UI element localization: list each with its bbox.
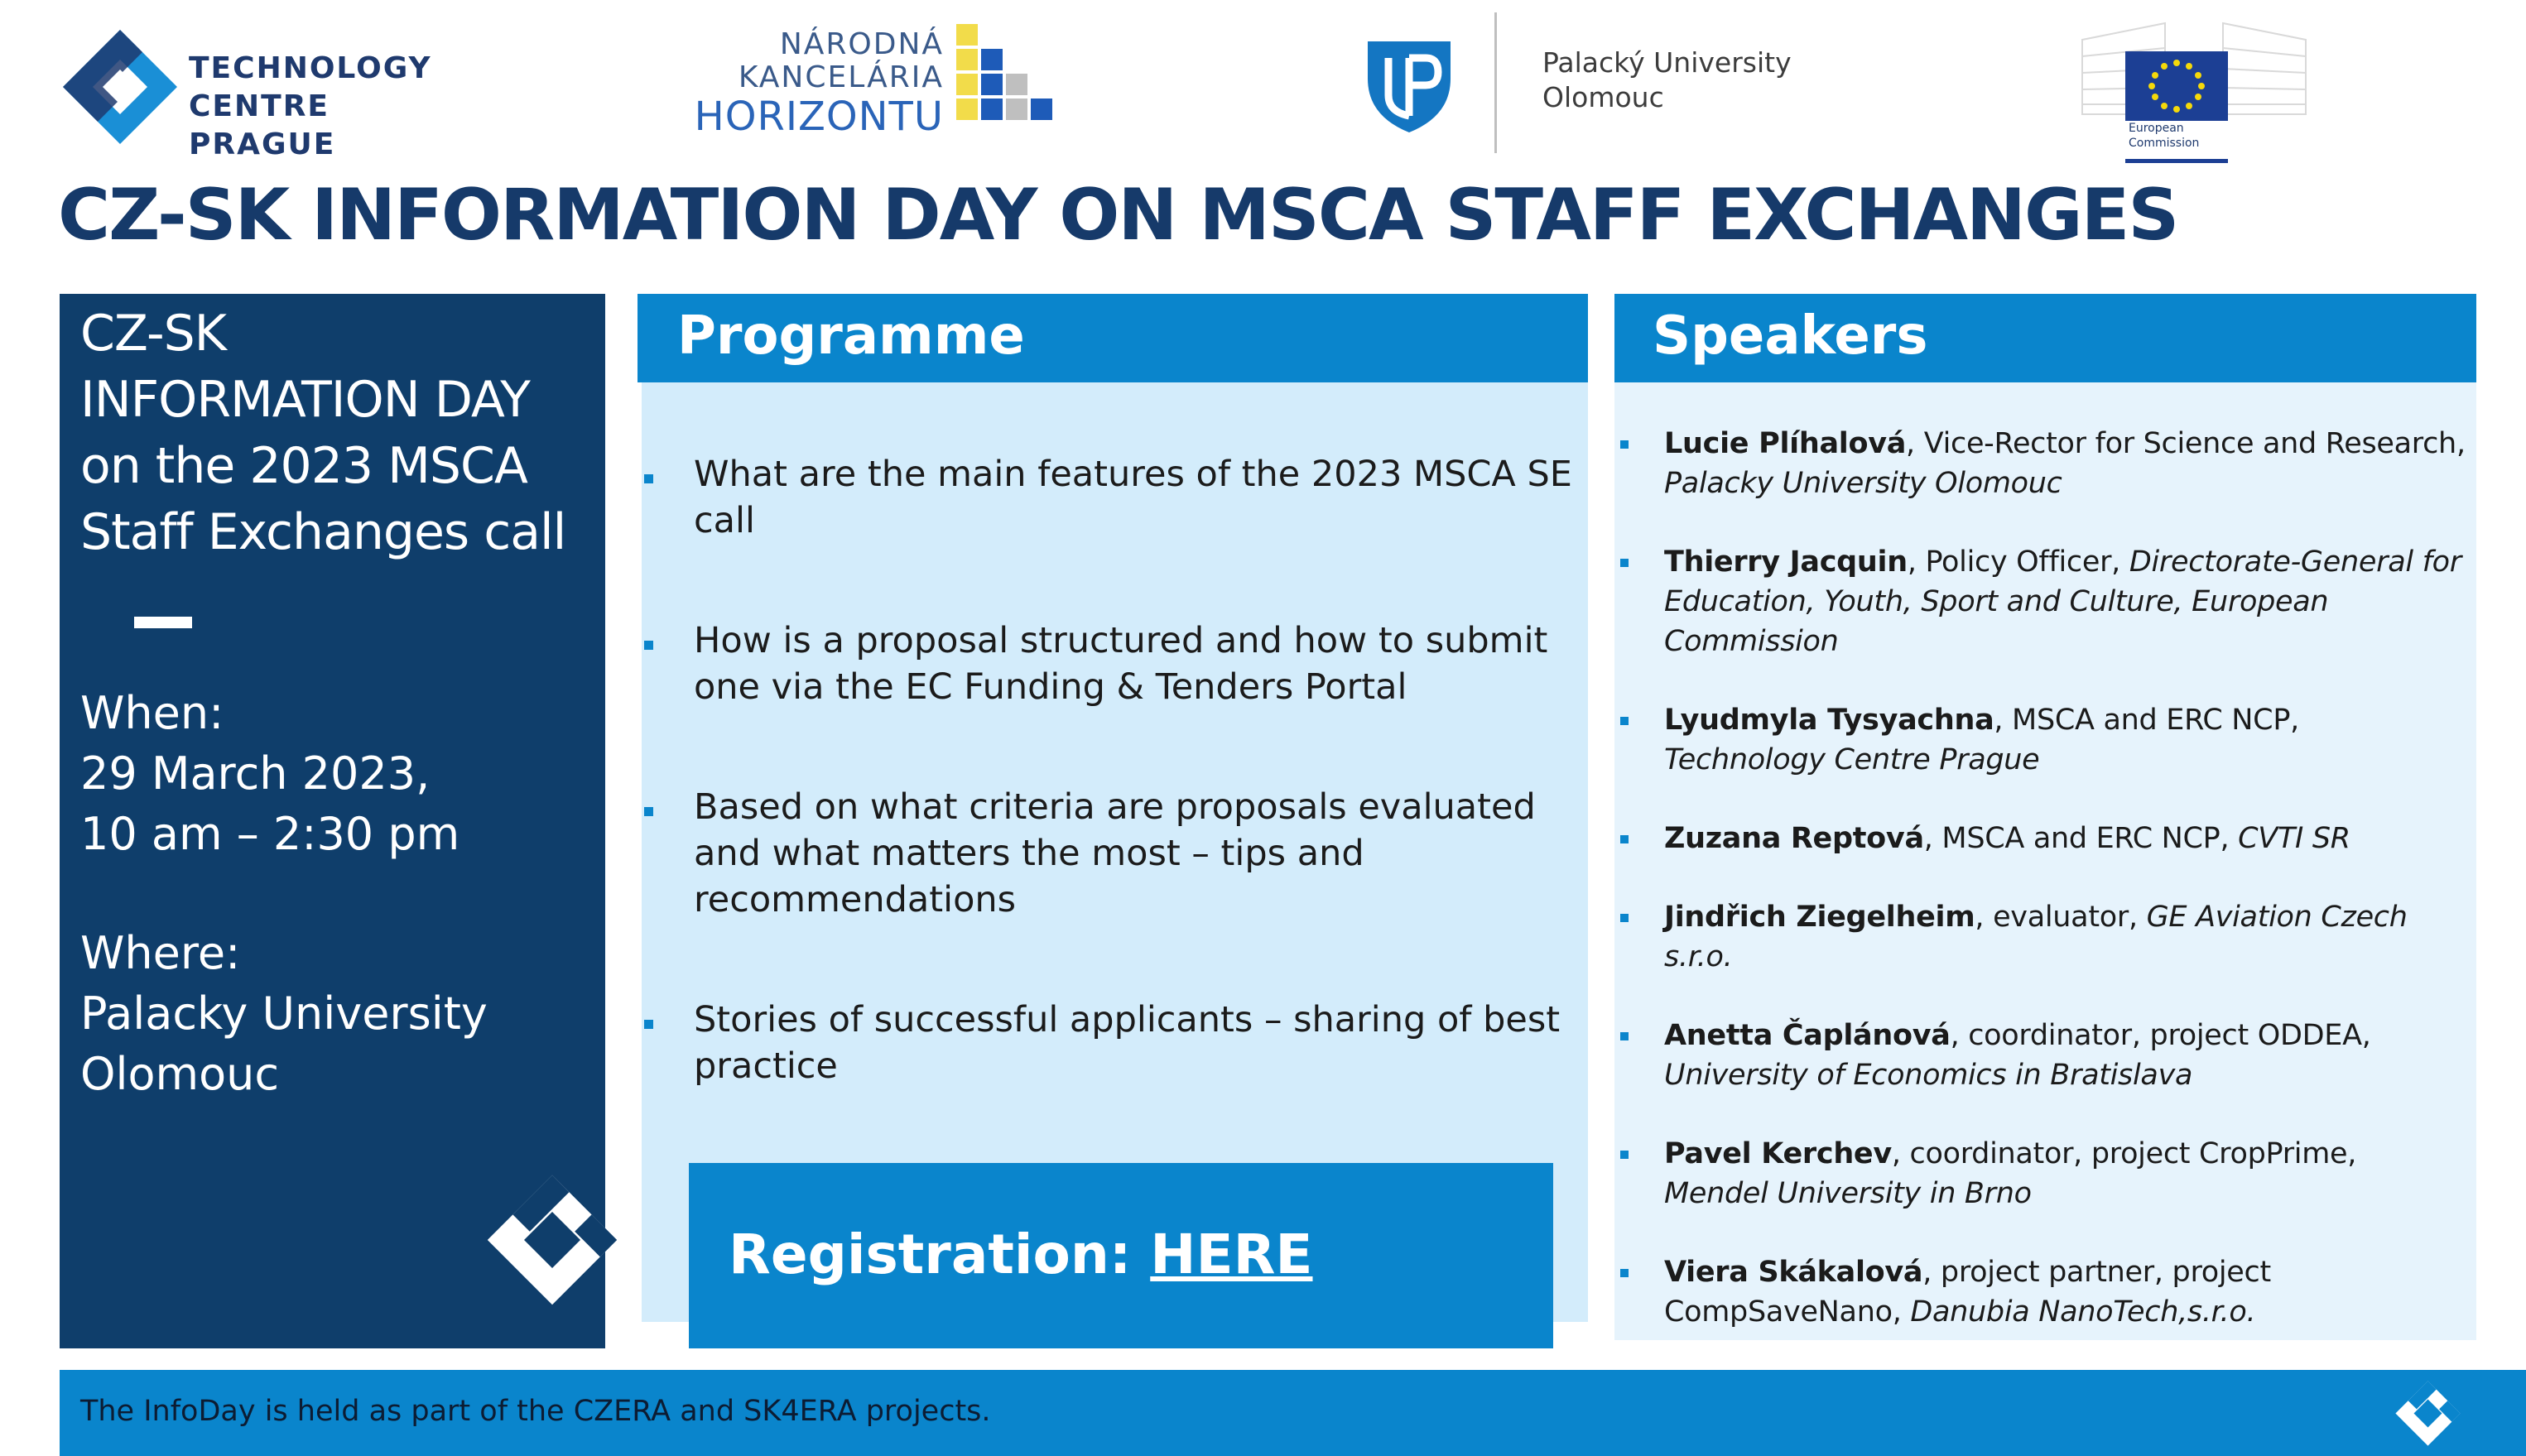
logo-ec-line1: European bbox=[2129, 122, 2184, 135]
where-line: Palacky University bbox=[80, 987, 488, 1040]
speaker-role: , project partner, project CompSaveNano, bbox=[1664, 1256, 2271, 1329]
speaker-org: GE Aviation Czech s.r.o. bbox=[1664, 901, 2408, 973]
technology-centre-diamond-icon bbox=[2393, 1378, 2463, 1449]
programme-item: What are the main features of the 2023 MSCA SE call bbox=[644, 451, 1580, 544]
speaker-name: Zuzana Reptová bbox=[1664, 822, 1924, 855]
technology-centre-diamond-icon bbox=[58, 25, 182, 149]
event-summary-line: INFORMATION DAY bbox=[80, 371, 530, 429]
speaker-name: Viera Skákalová bbox=[1664, 1256, 1923, 1289]
speaker-item bbox=[1614, 819, 2467, 858]
speaker-name: Pavel Kerchev bbox=[1664, 1137, 1892, 1170]
when-block bbox=[80, 683, 459, 864]
programme-item: Based on what criteria are proposals evaluated and what matters the most – tips and recommendations bbox=[644, 784, 1580, 923]
logo-ec-line2: Commission bbox=[2129, 137, 2200, 150]
when-date: 29 March 2023, bbox=[80, 747, 431, 800]
speaker-role: , Vice-Rector for Science and Research, bbox=[1906, 427, 2466, 460]
eu-flag-icon bbox=[2125, 51, 2228, 121]
logo-separator bbox=[1494, 12, 1497, 153]
programme-list bbox=[644, 451, 1580, 1163]
where-block bbox=[80, 923, 488, 1104]
divider-dash bbox=[134, 617, 192, 628]
registration-box bbox=[689, 1163, 1553, 1348]
logo-up-line1: Palacký University bbox=[1542, 46, 1792, 79]
event-info-panel bbox=[60, 294, 605, 1348]
speaker-item bbox=[1614, 542, 2467, 661]
speakers-list bbox=[1614, 424, 2467, 1371]
speaker-item bbox=[1614, 1016, 2467, 1095]
page-title: CZ-SK INFORMATION DAY ON MSCA STAFF EXCHANGES bbox=[58, 174, 2178, 257]
speaker-org: Technology Centre Prague bbox=[1664, 743, 2040, 776]
logo-tc-line1: TECHNOLOGY bbox=[189, 51, 432, 85]
technology-centre-diamond-icon bbox=[482, 1170, 623, 1310]
where-line: Olomouc bbox=[80, 1048, 280, 1100]
speaker-item bbox=[1614, 1134, 2467, 1213]
where-label: Where: bbox=[80, 927, 241, 979]
speaker-org: University of Economics in Bratislava bbox=[1664, 1059, 2193, 1092]
speaker-name: Jindřich Ziegelheim bbox=[1664, 901, 1975, 934]
up-shield-icon bbox=[1364, 37, 1455, 137]
event-summary-line: CZ-SK bbox=[80, 305, 227, 363]
logo-ec-underline bbox=[2125, 159, 2228, 163]
speakers-heading: Speakers bbox=[1653, 305, 1928, 367]
programme-item: Stories of successful applicants – sharing of best practice bbox=[644, 997, 1580, 1089]
speaker-item bbox=[1614, 1252, 2467, 1332]
speaker-name: Anetta Čaplánová bbox=[1664, 1019, 1951, 1052]
speaker-org: Directorate-General for Education, Youth, Sport and Culture, European Commission bbox=[1664, 545, 2461, 658]
speaker-org: CVTI SR bbox=[2238, 822, 2350, 855]
speaker-item bbox=[1614, 424, 2467, 503]
speaker-org: Mendel University in Brno bbox=[1664, 1177, 2032, 1210]
speaker-role: , coordinator, project ODDEA, bbox=[1950, 1019, 2371, 1052]
speaker-name: Thierry Jacquin bbox=[1664, 545, 1908, 579]
when-label: When: bbox=[80, 687, 224, 739]
speaker-item bbox=[1614, 897, 2467, 977]
speaker-org: Palacky University Olomouc bbox=[1664, 467, 2062, 500]
footer-note: The InfoDay is held as part of the CZERA and SK4ERA projects. bbox=[80, 1395, 991, 1428]
logo-nk-line2: KANCELÁRIA bbox=[738, 60, 944, 94]
speakers-header bbox=[1614, 294, 2476, 382]
event-summary-title bbox=[80, 300, 594, 565]
logo-nk-line1: NÁRODNÁ bbox=[779, 27, 944, 61]
when-time: 10 am – 2:30 pm bbox=[80, 808, 460, 860]
speaker-name: Lucie Plíhalová bbox=[1664, 427, 1907, 460]
european-commission-logo bbox=[2074, 7, 2314, 168]
logo-up-line2: Olomouc bbox=[1542, 81, 1664, 113]
registration-label: Registration: bbox=[729, 1223, 1151, 1286]
speaker-org: Danubia NanoTech,s.r.o. bbox=[1910, 1295, 2256, 1329]
palacky-university-logo bbox=[1362, 12, 1809, 153]
block-grid-icon bbox=[956, 24, 1064, 127]
programme-header bbox=[638, 294, 1588, 382]
speaker-role: , MSCA and ERC NCP, bbox=[1923, 822, 2239, 855]
speaker-role: , coordinator, project CropPrime, bbox=[1891, 1137, 2357, 1170]
event-summary-line: on the 2023 MSCA bbox=[80, 437, 527, 495]
speaker-role: , MSCA and ERC NCP, bbox=[1994, 704, 2299, 737]
speaker-item bbox=[1614, 700, 2467, 780]
event-summary-line: Staff Exchanges call bbox=[80, 503, 566, 561]
programme-heading: Programme bbox=[677, 305, 1025, 367]
speaker-name: Lyudmyla Tysyachna bbox=[1664, 704, 1994, 737]
narodna-kancelaria-horizontu-logo bbox=[694, 21, 1060, 140]
speaker-role: , evaluator, bbox=[1975, 901, 2147, 934]
logo-tc-line2: CENTRE PRAGUE bbox=[189, 89, 336, 161]
speaker-role: , Policy Officer, bbox=[1907, 545, 2129, 579]
footer-bar bbox=[60, 1370, 2526, 1456]
technology-centre-prague-logo bbox=[58, 25, 447, 161]
registration-link[interactable]: HERE bbox=[1150, 1223, 1313, 1286]
logo-nk-line3: HORIZONTU bbox=[694, 94, 944, 140]
programme-item: How is a proposal structured and how to submit one via the EC Funding & Tenders Portal bbox=[644, 617, 1580, 710]
